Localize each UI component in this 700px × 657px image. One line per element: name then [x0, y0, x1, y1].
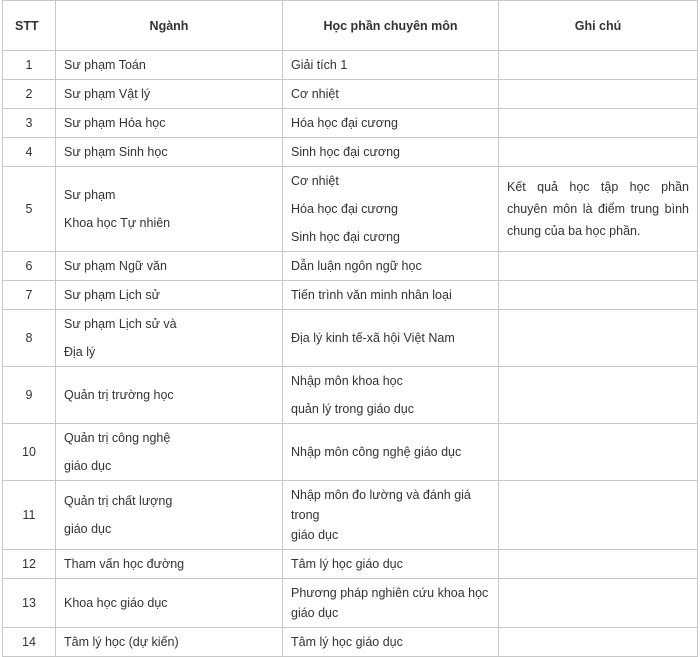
cell-stt: 1: [3, 51, 56, 80]
cell-ghi-chu: Kết quả học tập học phần chuyên môn là điểm trung bình chung của ba học phần.: [499, 167, 698, 252]
cell-nganh: [56, 367, 283, 424]
cell-hoc-phan: [283, 167, 499, 252]
hoc-phan-line: Dẫn luận ngôn ngữ học: [291, 259, 422, 273]
cell-stt: 14: [3, 628, 56, 657]
cell-hoc-phan: [283, 481, 499, 550]
table-row: [3, 310, 698, 367]
header-ghi-chu: Ghi chú: [499, 1, 698, 51]
table-row: [3, 51, 698, 80]
cell-hoc-phan: [283, 109, 499, 138]
hoc-phan-line: Tâm lý học giáo dục: [291, 635, 403, 649]
hoc-phan-line: Sinh học đại cương: [291, 145, 400, 159]
header-nganh: Ngành: [56, 1, 283, 51]
header-stt: STT: [3, 1, 56, 51]
table-row: [3, 367, 698, 424]
cell-nganh: [56, 550, 283, 579]
cell-ghi-chu: [499, 481, 698, 550]
cell-stt: 3: [3, 109, 56, 138]
hoc-phan-line: quản lý trong giáo dục: [291, 402, 415, 416]
cell-nganh: [56, 481, 283, 550]
cell-nganh: [56, 80, 283, 109]
cell-nganh: [56, 310, 283, 367]
table-row: [3, 481, 698, 550]
cell-hoc-phan: [283, 550, 499, 579]
cell-ghi-chu: [499, 80, 698, 109]
cell-nganh: [56, 579, 283, 628]
cell-hoc-phan: [283, 367, 499, 424]
nganh-line: Khoa học giáo dục: [64, 596, 168, 610]
hoc-phan-line: Sinh học đại cương: [291, 230, 400, 244]
nganh-line: Khoa học Tự nhiên: [64, 216, 171, 230]
hoc-phan-line: Nhập môn công nghệ giáo dục: [291, 445, 462, 459]
cell-hoc-phan: [283, 138, 499, 167]
table-row: [3, 550, 698, 579]
table-row: [3, 80, 698, 109]
cell-stt: 13: [3, 579, 56, 628]
nganh-line: giáo dục: [64, 522, 112, 536]
cell-stt: 9: [3, 367, 56, 424]
nganh-line: Sư phạm: [64, 188, 116, 202]
nganh-line: giáo dục: [64, 459, 112, 473]
cell-ghi-chu: [499, 109, 698, 138]
hoc-phan-line: giáo dục: [291, 528, 339, 542]
nganh-line: Sư phạm Lịch sử: [64, 288, 160, 302]
hoc-phan-line: Phương pháp nghiên cứu khoa học: [291, 586, 489, 600]
hoc-phan-line: Hóa học đại cương: [291, 202, 398, 216]
nganh-line: Sư phạm Lịch sử và: [64, 317, 177, 331]
cell-hoc-phan: [283, 281, 499, 310]
cell-stt: 10: [3, 424, 56, 481]
cell-stt: 2: [3, 80, 56, 109]
nganh-line: Địa lý: [64, 345, 96, 359]
cell-ghi-chu: [499, 579, 698, 628]
nganh-line: Tâm lý học (dự kiến): [64, 635, 179, 649]
cell-hoc-phan: [283, 252, 499, 281]
hoc-phan-line: Cơ nhiệt: [291, 174, 339, 188]
nganh-line: Sư phạm Sinh học: [64, 145, 168, 159]
subjects-table: [2, 0, 698, 657]
table-row: [3, 252, 698, 281]
cell-ghi-chu: [499, 310, 698, 367]
header-hoc-phan: [283, 1, 499, 51]
cell-nganh: [56, 51, 283, 80]
table-row: [3, 167, 698, 252]
hoc-phan-line: Hóa học đại cương: [291, 116, 398, 130]
nganh-line: Quản trị công nghệ: [64, 431, 171, 445]
cell-nganh: [56, 167, 283, 252]
cell-ghi-chu: [499, 51, 698, 80]
cell-nganh: [56, 424, 283, 481]
hoc-phan-line: Tâm lý học giáo dục: [291, 557, 403, 571]
hoc-phan-line: Địa lý kinh tế-xã hội Việt Nam: [291, 331, 455, 345]
table-row: [3, 109, 698, 138]
table-row: [3, 579, 698, 628]
cell-nganh: [56, 109, 283, 138]
table-header-row: [3, 1, 698, 51]
cell-stt: 8: [3, 310, 56, 367]
cell-ghi-chu: [499, 367, 698, 424]
cell-ghi-chu: [499, 424, 698, 481]
cell-ghi-chu: [499, 281, 698, 310]
nganh-line: Sư phạm Hóa học: [64, 116, 166, 130]
cell-stt: 12: [3, 550, 56, 579]
cell-nganh: [56, 281, 283, 310]
nganh-line: Quản trị trường học: [64, 388, 174, 402]
cell-nganh: [56, 252, 283, 281]
cell-stt: 11: [3, 481, 56, 550]
header-hoc-phan-line2: chuyên môn: [383, 18, 458, 33]
cell-hoc-phan: [283, 310, 499, 367]
cell-ghi-chu: [499, 138, 698, 167]
nganh-line: Tham vấn học đường: [64, 557, 185, 571]
cell-ghi-chu: [499, 550, 698, 579]
cell-stt: 7: [3, 281, 56, 310]
table-row: [3, 281, 698, 310]
cell-stt: 5: [3, 167, 56, 252]
cell-nganh: [56, 138, 283, 167]
cell-hoc-phan: [283, 424, 499, 481]
cell-hoc-phan: [283, 579, 499, 628]
table-row: [3, 424, 698, 481]
nganh-line: Quản trị chất lượng: [64, 494, 173, 508]
cell-stt: 6: [3, 252, 56, 281]
header-hoc-phan-line1: Học phần: [323, 18, 381, 33]
cell-hoc-phan: [283, 80, 499, 109]
nganh-line: Sư phạm Ngữ văn: [64, 259, 167, 273]
table-row: [3, 138, 698, 167]
nganh-line: Sư phạm Toán: [64, 58, 146, 72]
cell-hoc-phan: [283, 51, 499, 80]
hoc-phan-line: Nhập môn khoa học: [291, 374, 403, 388]
hoc-phan-line: Cơ nhiệt: [291, 87, 339, 101]
hoc-phan-line: giáo dục: [291, 606, 339, 620]
hoc-phan-line: Nhập môn đo lường và đánh giá trong: [291, 488, 471, 522]
nganh-line: Sư phạm Vật lý: [64, 87, 151, 101]
hoc-phan-line: Tiến trình văn minh nhân loại: [291, 288, 452, 302]
cell-stt: 4: [3, 138, 56, 167]
hoc-phan-line: Giải tích 1: [291, 58, 348, 72]
cell-ghi-chu: [499, 252, 698, 281]
